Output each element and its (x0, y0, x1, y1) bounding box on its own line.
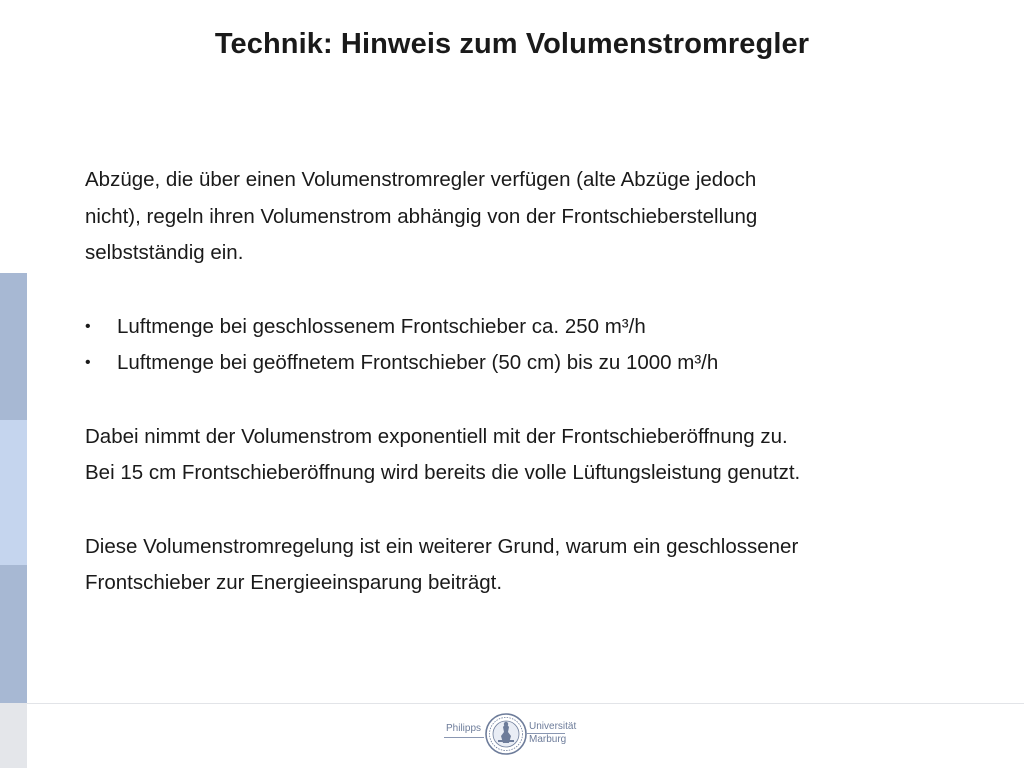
slide-title: Technik: Hinweis zum Volumenstromregler (214, 28, 810, 60)
bullet-dot-icon: • (85, 354, 91, 371)
intro-line-3: selbstständig ein. (85, 241, 244, 264)
conclusion-line-2: Frontschieber zur Energieeinsparung beiträgt. (85, 571, 503, 594)
exponential-line-2: Bei 15 cm Frontschieberöffnung wird bereits die volle Lüftungsleistung genutzt. (85, 461, 801, 484)
university-seal-icon (484, 710, 528, 758)
side-accent-segment (0, 703, 27, 768)
spacer (85, 272, 985, 309)
side-accent-segment (0, 273, 27, 420)
conclusion-paragraph (85, 529, 985, 602)
university-logo (438, 708, 598, 764)
bullet-dot-icon: • (85, 317, 91, 335)
footer-divider (27, 703, 1024, 704)
bullet-item (85, 345, 985, 382)
side-accent-segment (0, 565, 27, 703)
spacer (85, 382, 985, 419)
conclusion-line-1: Diese Volumenstromregelung ist ein weiterer Grund, warum ein geschlossener (85, 534, 799, 558)
logo-word-philipps: Philipps (446, 723, 482, 734)
logo-underline (444, 737, 484, 738)
intro-paragraph (85, 162, 985, 272)
exponential-line-1: Dabei nimmt der Volumenstrom exponentiell mit der Frontschieberöffnung zu. (85, 424, 788, 448)
intro-line-2: nicht), regeln ihren Volumenstrom abhängig von der Frontschieberstellung (85, 204, 758, 228)
spacer (85, 492, 985, 529)
bullet-text: Luftmenge bei geöffnetem Frontschieber (50 cm) bis zu 1000 m³/h (117, 351, 719, 374)
intro-line-1: Abzüge, die über einen Volumenstromregler verfügen (alte Abzüge jedoch (85, 168, 757, 191)
bullet-list (85, 309, 985, 382)
logo-word-marburg: Marburg (529, 734, 567, 745)
logo-word-universitaet: Universität (529, 721, 577, 732)
bullet-text: Luftmenge bei geschlossenem Frontschieber ca. 250 m³/h (117, 314, 646, 338)
exponential-paragraph (85, 419, 985, 492)
side-accent-segment (0, 420, 27, 565)
slide-body (85, 162, 985, 602)
bullet-item (85, 309, 985, 346)
